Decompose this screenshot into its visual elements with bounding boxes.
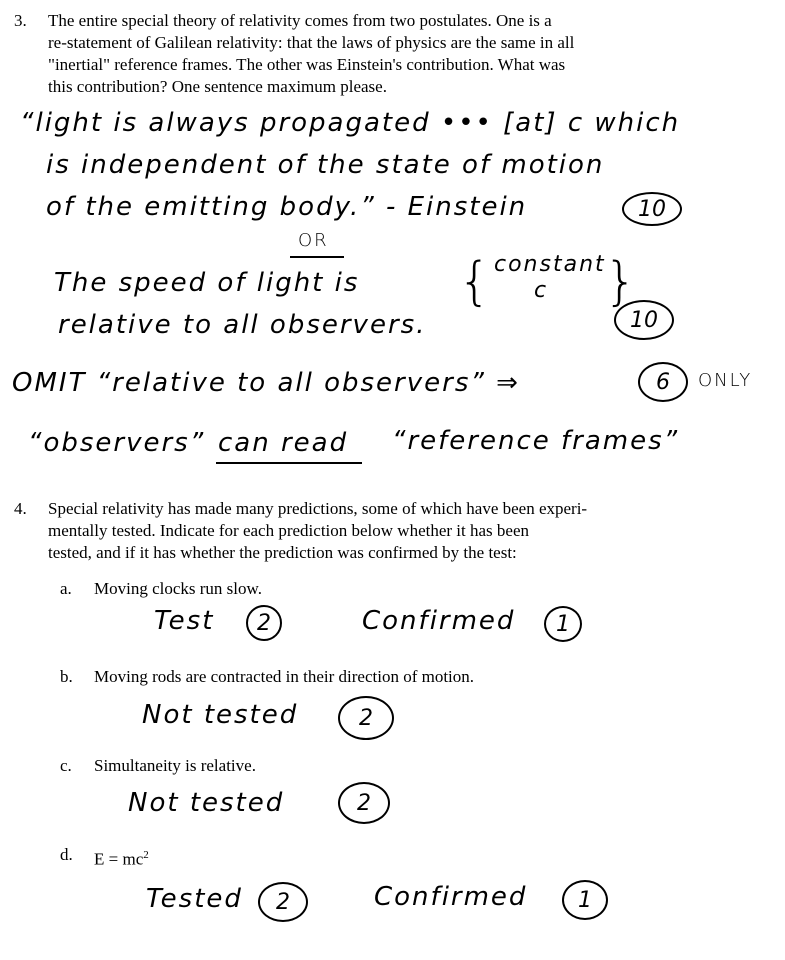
question-number: 4.: [14, 499, 27, 518]
question-line: re-statement of Galilean relativity: that the laws of physics are the same in all: [48, 33, 575, 52]
sub-label: b.: [60, 667, 73, 686]
substitution-note: “reference frames”: [392, 426, 680, 456]
substitution-note: “observers”: [28, 428, 206, 458]
sub-text: Simultaneity is relative.: [94, 756, 256, 775]
sub-text: [94, 844, 149, 871]
sub-text: Moving rods are contracted in their direction of motion.: [94, 667, 475, 686]
can-read-underline: [216, 462, 362, 464]
points-circle: 1: [544, 606, 582, 642]
answer-confirmed: Confirmed: [374, 882, 528, 912]
handwritten-quote-line: is independent of the state of motion: [46, 150, 605, 180]
sub-question-b: [0, 666, 785, 688]
omit-note: OMIT “relative to all observers” ⇒: [12, 368, 520, 398]
sub-question-c: [0, 755, 785, 777]
question-3: [0, 10, 785, 100]
points-circle: 6: [638, 362, 688, 402]
or-label: OR: [298, 230, 329, 251]
points-circle: 10: [622, 192, 682, 226]
handwritten-alt-line: relative to all observers.: [58, 310, 427, 340]
points-circle: 2: [338, 782, 390, 824]
answer-not-tested: Not tested: [128, 788, 285, 818]
points-circle: 2: [338, 696, 394, 740]
sub-label: a.: [60, 579, 72, 598]
sub-text: Moving clocks run slow.: [94, 579, 262, 598]
question-line: Special relativity has made many predictions, some of which have been experi-: [48, 499, 588, 518]
equation-exponent: 2: [143, 849, 149, 861]
question-number: 3.: [14, 11, 27, 30]
answer-not-tested: Not tested: [142, 700, 299, 730]
points-circle: 2: [246, 605, 282, 641]
handwritten-alt-line: The speed of light is: [54, 268, 360, 298]
question-line: mentally tested. Indicate for each prediction below whether it has been: [48, 521, 530, 540]
question-line: The entire special theory of relativity comes from two postulates. One is a: [48, 11, 552, 30]
brace-close: }: [604, 252, 638, 312]
question-line: tested, and if it has whether the prediction was confirmed by the test:: [48, 543, 517, 562]
brace-open: {: [458, 252, 492, 312]
question-text: [48, 10, 748, 98]
points-circle: 2: [258, 882, 308, 922]
answer-tested: Tested: [146, 884, 243, 914]
or-underline: [290, 256, 344, 258]
brace-bottom: c: [534, 278, 549, 303]
answer-tested: Test: [154, 606, 215, 636]
question-4: [0, 498, 785, 568]
omit-only: ONLY: [698, 370, 753, 391]
question-line: "inertial" reference frames. The other was Einstein's contribution. What was: [48, 55, 566, 74]
answer-confirmed: Confirmed: [362, 606, 516, 636]
sub-label: d.: [60, 845, 73, 864]
points-circle: 1: [562, 880, 608, 920]
sub-question-d: [0, 844, 785, 869]
brace-top: constant: [494, 252, 606, 277]
handwritten-quote-line: “light is always propagated ••• [at] c which: [20, 108, 681, 138]
handwritten-quote-line: of the emitting body.” - Einstein: [46, 192, 528, 222]
substitution-note: can read: [218, 428, 349, 458]
sub-label: c.: [60, 756, 72, 775]
equation-base: E = mc: [94, 849, 144, 869]
question-line: this contribution? One sentence maximum please.: [48, 77, 387, 96]
question-text: [48, 498, 748, 564]
sub-question-a: [0, 578, 785, 600]
points-circle: 10: [614, 300, 674, 340]
